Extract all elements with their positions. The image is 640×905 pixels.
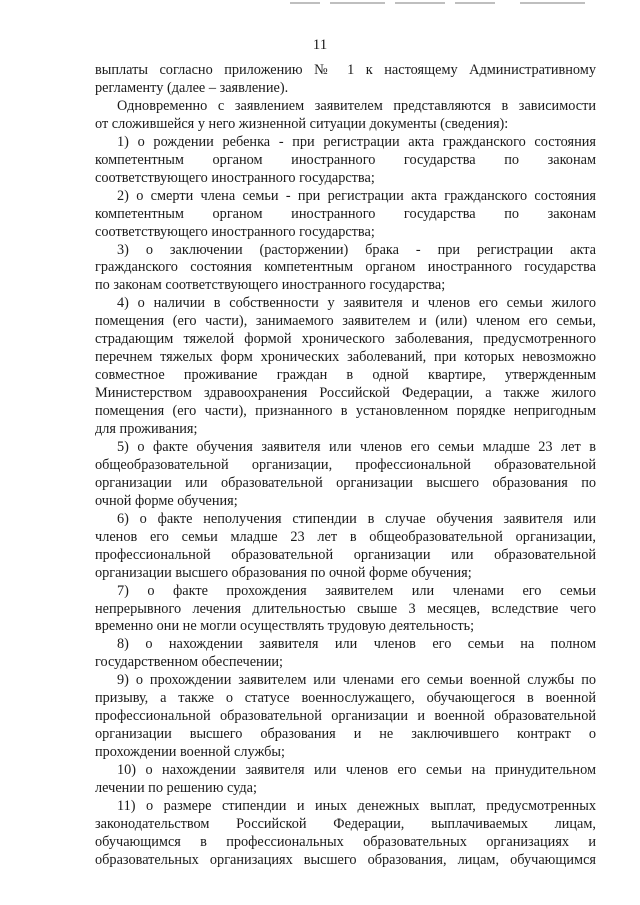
- text-line: по законам соответствующего иностранного государства;: [95, 277, 446, 294]
- text-line: 2) о смерти члена семьи - при регистрации акта гражданского состояния: [117, 187, 596, 204]
- text-line: 7) о факте прохождения заявителем или членами его семьи: [117, 582, 596, 599]
- text-line: гражданского состояния компетентным органом иностранного государства: [95, 259, 596, 276]
- text-line: организации высшего образования и не заключившего контракт о: [95, 726, 596, 743]
- text-line: государственном обеспечении;: [95, 654, 283, 671]
- text-line: компетентным органом иностранного государства по законам: [95, 205, 596, 222]
- text-line: профессиональной образовательной организации или образовательной: [95, 546, 596, 563]
- text-line: помещения (его части), занимаемого заявителем и (или) членом его семьи,: [95, 313, 596, 330]
- text-line: соответствующего иностранного государства;: [95, 169, 375, 186]
- text-line: временно они не могли осуществлять трудовую деятельность;: [95, 618, 475, 635]
- text-line: перечнем тяжелых форм хронических заболеваний, при которых невозможно: [95, 349, 596, 366]
- text-line: 5) о факте обучения заявителя или членов его семьи младше 23 лет в: [117, 438, 596, 455]
- text-line: Одновременно с заявлением заявителем представляются в зависимости: [117, 97, 596, 114]
- text-line: призыву, а также о статусе военнослужащего, обучающегося в военной: [95, 690, 596, 707]
- text-line: совместное проживание граждан в одной квартире, утвержденным: [95, 367, 596, 384]
- text-line: обучающимся в профессиональных образовательных организациях и: [95, 833, 596, 850]
- text-line: 8) о нахождении заявителя или членов его семьи на полном: [117, 636, 596, 653]
- text-line: прохождении военной службы;: [95, 744, 285, 761]
- text-line: соответствующего иностранного государства;: [95, 223, 375, 240]
- text-line: лечении по решению суда;: [95, 780, 257, 796]
- text-line: 1) о рождении ребенка - при регистрации акта гражданского состояния: [117, 133, 596, 150]
- text-line: непрерывного лечения длительностью свыше 3 месяцев, вследствие чего: [95, 600, 596, 617]
- text-line: помещения (его части), признанного в установленном порядке непригодным: [95, 403, 596, 420]
- text-line: 3) о заключении (расторжении) брака - при регистрации акта: [117, 241, 596, 258]
- text-line: 10) о нахождении заявителя или членов его семьи на принудительном: [117, 762, 596, 779]
- text-line: от сложившейся у него жизненной ситуации документы (сведения):: [95, 115, 509, 132]
- text-line: 11) о размере стипендии и иных денежных выплат, предусмотренных: [117, 797, 596, 814]
- text-line: страдающим тяжелой формой хронического заболевания, предусмотренного: [95, 331, 596, 348]
- text-line: общеобразовательной организации, профессиональной образовательной: [95, 456, 596, 473]
- text-line: регламенту (далее – заявление).: [95, 79, 289, 96]
- text-line: профессиональной образовательной организации и военной образовательной: [95, 708, 596, 725]
- header-strip: [290, 0, 590, 6]
- text-line: законодательством Российской Федерации, выплачиваемых лицам,: [95, 815, 596, 832]
- text-line: выплаты согласно приложению № 1 к настоящему Административному: [95, 62, 596, 78]
- text-line: для проживания;: [95, 421, 198, 437]
- text-line: 4) о наличии в собственности у заявителя и членов его семьи жилого: [117, 295, 596, 312]
- text-line: очной форме обучения;: [95, 492, 238, 509]
- text-line: организации высшего образования по очной форме обучения;: [95, 564, 472, 581]
- text-line: компетентным органом иностранного государства по законам: [95, 151, 596, 168]
- text-line: Министерством здравоохранения Российской Федерации, а также жилого: [95, 385, 596, 402]
- text-line: 9) о прохождении заявителем или членами его семьи военной службы по: [117, 672, 596, 689]
- page-number: 11: [312, 37, 328, 53]
- text-line: образовательных организациях высшего образования, лицам, обучающимся: [95, 851, 596, 868]
- text-line: организации или образовательной организации высшего образования по: [95, 474, 596, 491]
- text-line: членов его семьи младше 23 лет в общеобразовательной организации,: [95, 528, 596, 545]
- text-line: 6) о факте неполучения стипендии в случае обучения заявителя или: [117, 510, 596, 527]
